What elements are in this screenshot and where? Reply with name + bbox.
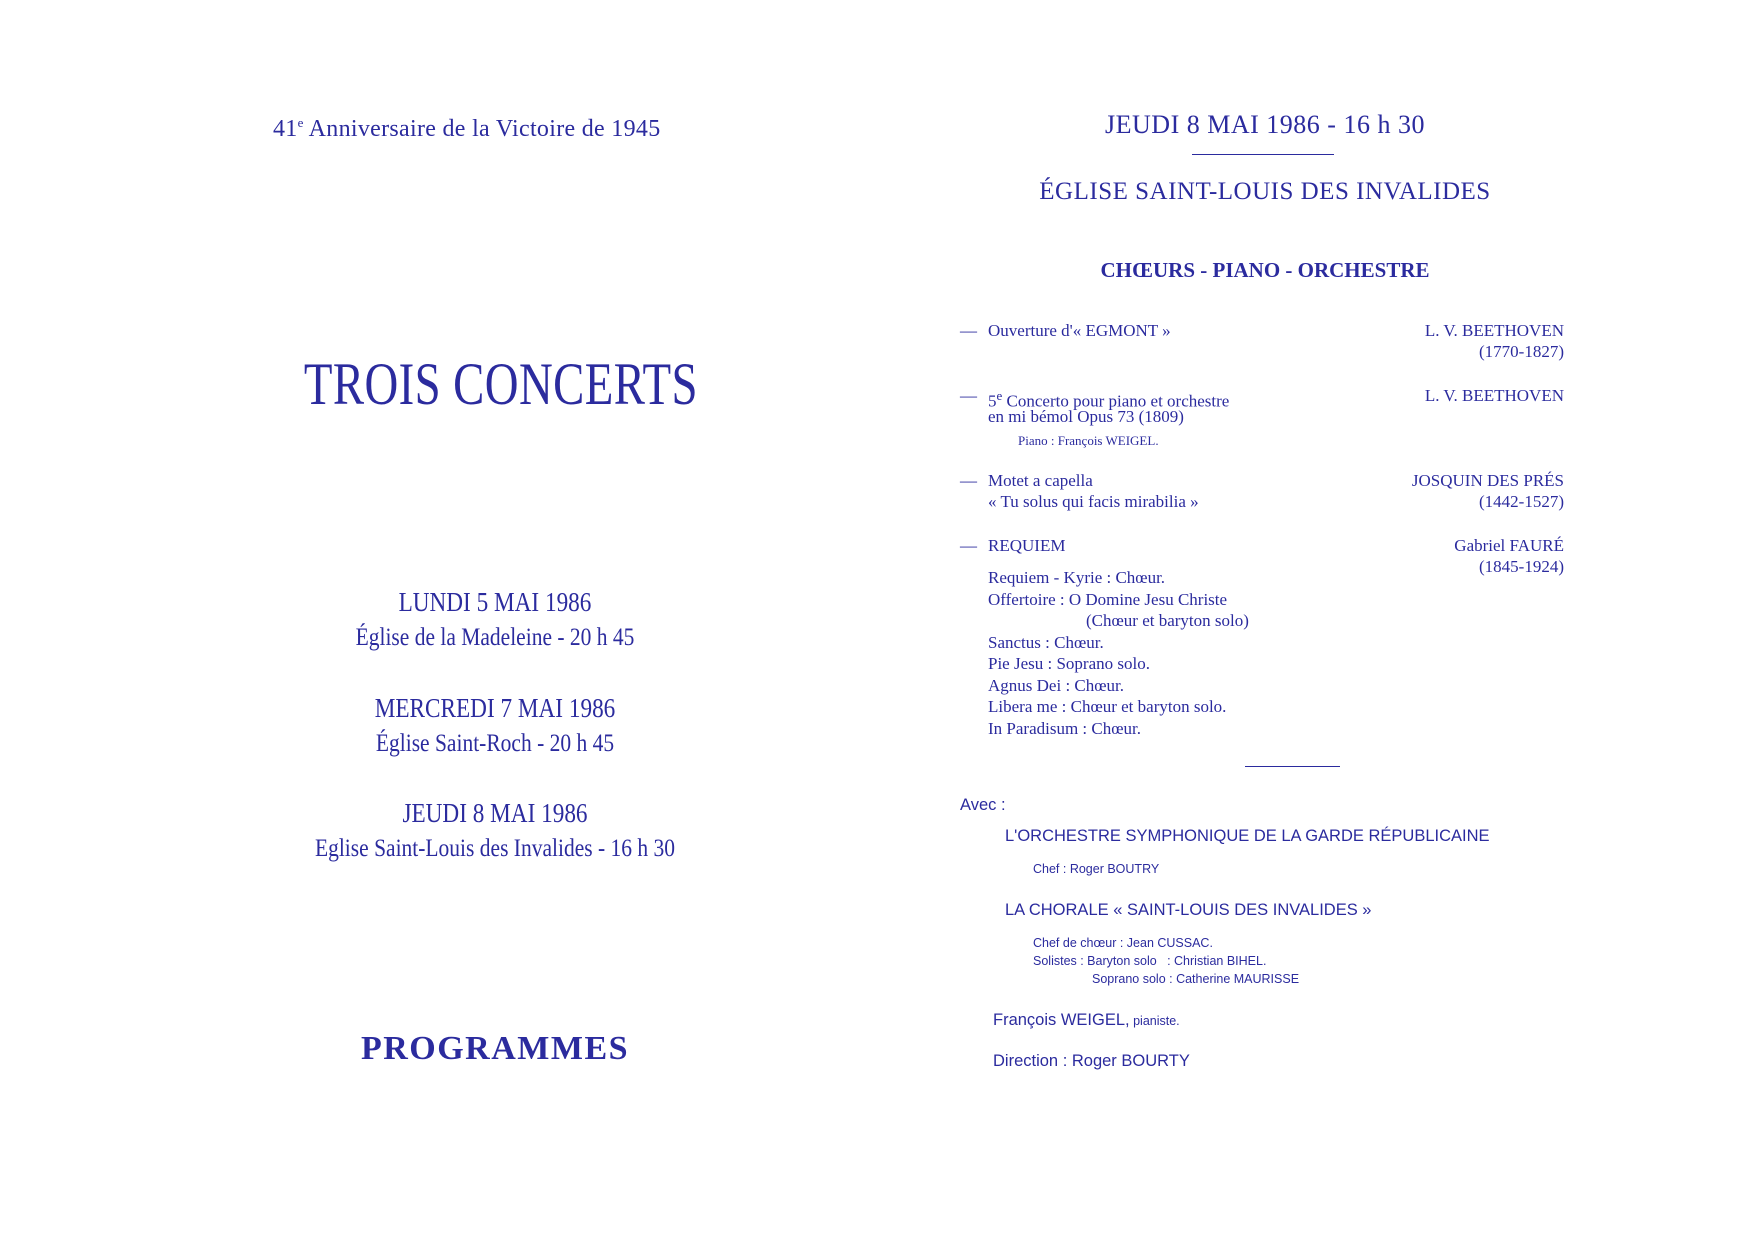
requiem-part: Libera me : Chœur et baryton solo. <box>988 697 1227 716</box>
concert-place-1: Église de la Madeleine - 20 h 45 <box>355 624 635 651</box>
composer-beethoven-1 <box>1425 320 1564 362</box>
concerto-superscript: e <box>996 388 1003 403</box>
avec-label: Avec : <box>960 796 1006 814</box>
venue-heading: ÉGLISE SAINT-LOUIS DES INVALIDES <box>1039 178 1491 205</box>
motet-line-2: « Tu solus qui facis mirabilia » <box>988 492 1199 511</box>
pianist-name: François WEIGEL, <box>993 1011 1130 1029</box>
chorale-chef: Chef de chœur : Jean CUSSAC. <box>1033 936 1213 950</box>
requiem-part: In Paradisum : Chœur. <box>988 718 1141 738</box>
anniversary-heading <box>273 115 661 143</box>
concert-date-1: LUNDI 5 MAI 1986 <box>398 587 592 617</box>
concert-place-2: Église Saint-Roch - 20 h 45 <box>375 730 615 757</box>
item-dash: — <box>960 471 977 490</box>
anniversary-number: 41 <box>273 116 298 142</box>
item-dash: — <box>960 386 977 405</box>
program-item-requiem <box>960 535 1380 556</box>
anniversary-superscript: e <box>297 115 304 130</box>
concerto-number: 5 <box>988 391 997 411</box>
item-title: Ouverture d'« EGMONT » <box>988 321 1171 340</box>
composer-years: (1845-1924) <box>1479 557 1564 576</box>
concerto-note: Piano : François WEIGEL. <box>1018 433 1159 448</box>
orchestra-name: L'ORCHESTRE SYMPHONIQUE DE LA GARDE RÉPUBLICAINE <box>1005 827 1490 845</box>
requiem-part: Pie Jesu : Soprano solo. <box>988 654 1150 673</box>
item-dash: — <box>960 321 977 340</box>
pianist-credit <box>993 1011 1180 1030</box>
requiem-parts-list <box>988 567 1249 739</box>
divider-top <box>1192 154 1334 155</box>
program-subtitle: CHŒURS - PIANO - ORCHESTRE <box>1100 258 1430 282</box>
anniversary-text: Anniversaire de la Victoire de 1945 <box>303 116 661 142</box>
concert-place-3: Eglise Saint-Louis des Invalides - 16 h 30 <box>314 835 676 862</box>
orchestra-chef: Chef : Roger BOUTRY <box>1033 862 1160 876</box>
chorale-soloists-1: Solistes : Baryton solo : Christian BIHEL. <box>1033 954 1267 968</box>
chorale-name: LA CHORALE « SAINT-LOUIS DES INVALIDES » <box>1005 901 1372 919</box>
requiem-part: Agnus Dei : Chœur. <box>988 675 1124 695</box>
concert-date-2: MERCREDI 7 MAI 1986 <box>374 693 616 723</box>
requiem-part: Sanctus : Chœur. <box>988 632 1104 652</box>
divider-bottom <box>1245 766 1340 767</box>
composer-name: Gabriel FAURÉ <box>1454 536 1564 555</box>
program-item-egmont <box>960 320 1380 341</box>
program-item-concerto <box>960 385 1380 449</box>
composer-name: JOSQUIN DES PRÉS <box>1411 471 1564 490</box>
concert-date-heading: JEUDI 8 MAI 1986 - 16 h 30 <box>1105 110 1425 139</box>
concerto-line-1: Concerto pour piano et orchestre <box>1002 391 1230 411</box>
program-item-motet <box>960 470 1380 512</box>
composer-years: (1770-1827) <box>1479 342 1564 361</box>
direction-credit: Direction : Roger BOURTY <box>993 1052 1190 1070</box>
requiem-part: Requiem - Kyrie : Chœur. <box>988 568 1166 587</box>
programmes-heading: PROGRAMMES <box>360 1030 630 1067</box>
motet-line-1: Motet a capella <box>988 471 1093 490</box>
composer-beethoven-2 <box>1425 385 1564 406</box>
concert-date-3: JEUDI 8 MAI 1986 <box>402 798 588 828</box>
composer-name: L. V. BEETHOVEN <box>1424 386 1564 405</box>
main-title: TROIS CONCERTS <box>303 351 698 417</box>
composer-years: (1442-1527) <box>1479 492 1564 511</box>
item-title: REQUIEM <box>988 536 1066 555</box>
composer-name: L. V. BEETHOVEN <box>1424 321 1564 340</box>
concerto-line-2: en mi bémol Opus 73 (1809) <box>988 407 1184 426</box>
composer-faure <box>1454 535 1564 577</box>
item-dash: — <box>960 536 977 555</box>
pianist-role: pianiste. <box>1129 1014 1180 1028</box>
chorale-soloists-2: Soprano solo : Catherine MAURISSE <box>1092 972 1300 986</box>
requiem-part: (Chœur et baryton solo) <box>1086 611 1249 630</box>
composer-josquin <box>1412 470 1564 512</box>
requiem-part: Offertoire : O Domine Jesu Christe <box>988 589 1228 609</box>
